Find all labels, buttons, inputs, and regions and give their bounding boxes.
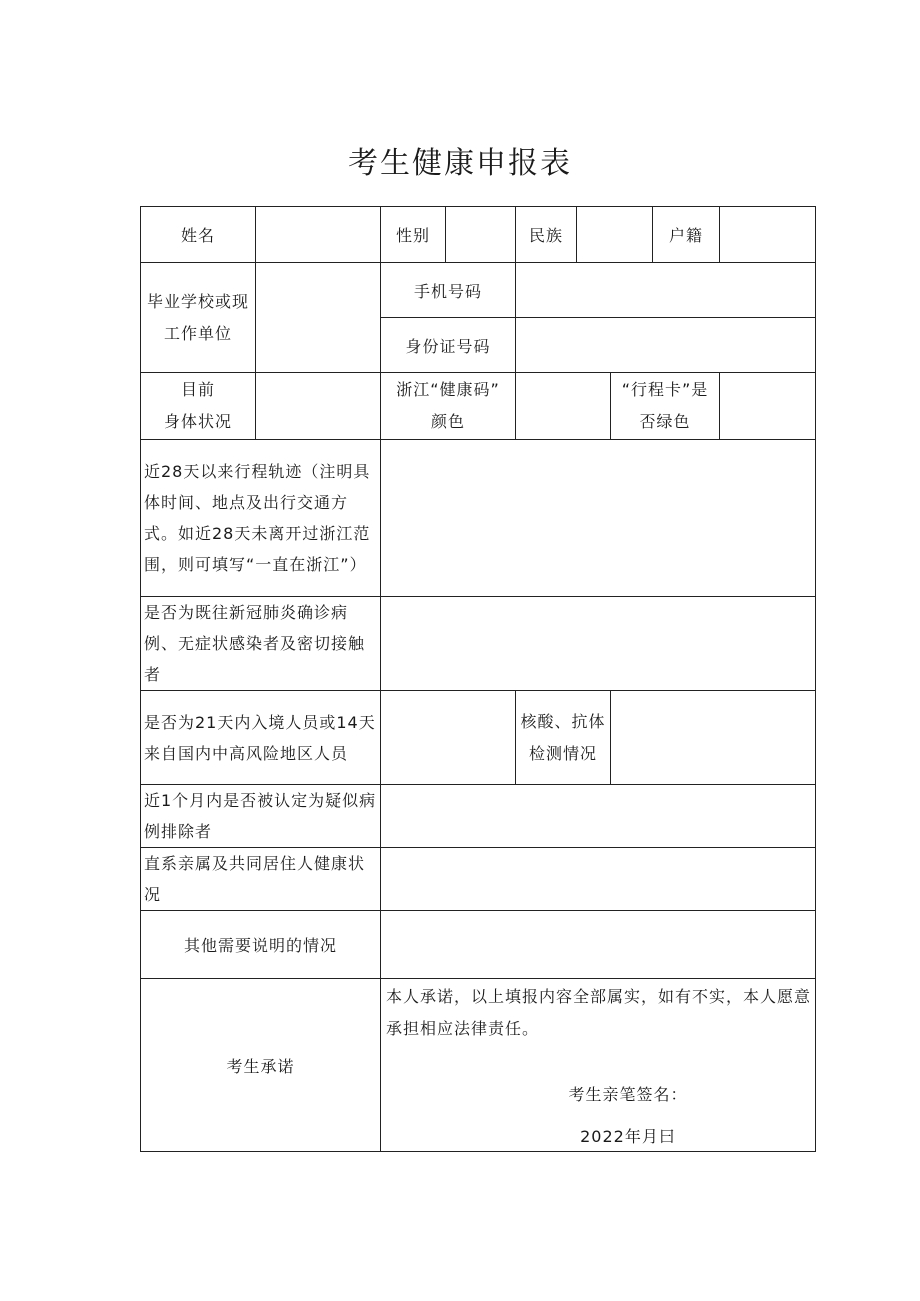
itinerary-card-cell bbox=[720, 373, 816, 440]
family-health-label: 直系亲属及共同居住人健康状况 bbox=[141, 848, 381, 911]
health-code-label-line1: 浙江“健康码” bbox=[396, 380, 500, 399]
id-number-input[interactable] bbox=[519, 330, 812, 360]
health-code-label bbox=[381, 373, 516, 440]
suspected-1month-cell bbox=[381, 785, 816, 848]
school-label-line1: 毕业学校或现 bbox=[146, 291, 249, 311]
health-code-input[interactable] bbox=[519, 391, 607, 421]
ethnicity-cell bbox=[577, 207, 653, 263]
suspected-1month-label: 近1个月内是否被认定为疑似病例排除者 bbox=[141, 785, 381, 848]
travel-28days-input[interactable] bbox=[384, 441, 812, 596]
health-status-label bbox=[141, 373, 256, 440]
health-code-cell bbox=[516, 373, 611, 440]
family-health-cell bbox=[381, 848, 816, 911]
phone-input[interactable] bbox=[519, 275, 812, 305]
entry-21days-input[interactable] bbox=[384, 692, 512, 784]
signature-label: 考生亲笔签名： bbox=[568, 1085, 688, 1104]
itinerary-card-input[interactable] bbox=[723, 391, 812, 421]
school-cell bbox=[256, 263, 381, 373]
other-notes-label: 其他需要说明的情况 bbox=[141, 911, 381, 979]
residence-label: 户籍 bbox=[653, 207, 720, 263]
gender-label: 性别 bbox=[381, 207, 446, 263]
covid-history-input[interactable] bbox=[384, 598, 812, 689]
residence-cell bbox=[720, 207, 816, 263]
name-cell bbox=[256, 207, 381, 263]
travel-28days-label: 近28天以来行程轨迹（注明具体时间、地点及出行交通方式。如近28天未离开过浙江范围，则可填写“一直在浙江”） bbox=[141, 440, 381, 597]
health-code-label-line2: 颜色 bbox=[430, 412, 465, 431]
pledge-cell bbox=[381, 979, 816, 1152]
test-status-label-line1: 核酸、抗体 bbox=[520, 711, 606, 731]
family-health-input[interactable] bbox=[384, 849, 812, 910]
phone-label: 手机号码 bbox=[381, 263, 516, 318]
health-status-label-line1: 目前 bbox=[180, 380, 215, 399]
pledge-label: 考生承诺 bbox=[141, 979, 381, 1152]
test-status-label-line2: 检测情况 bbox=[528, 743, 597, 763]
school-label-line2: 工作单位 bbox=[163, 323, 232, 343]
page-title: 考生健康申报表 bbox=[348, 146, 572, 181]
covid-history-label: 是否为既往新冠肺炎确诊病例、无症状感染者及密切接触者 bbox=[141, 597, 381, 691]
itinerary-card-label-line1: “行程卡”是 bbox=[621, 380, 709, 399]
entry-21days-cell bbox=[381, 691, 516, 785]
other-notes-input[interactable] bbox=[384, 912, 812, 978]
test-status-label bbox=[516, 691, 611, 785]
travel-28days-cell bbox=[381, 440, 816, 597]
gender-cell bbox=[446, 207, 516, 263]
id-number-cell bbox=[516, 318, 816, 373]
phone-cell bbox=[516, 263, 816, 318]
covid-history-cell bbox=[381, 597, 816, 691]
health-status-cell bbox=[256, 373, 381, 440]
test-status-input[interactable] bbox=[614, 692, 812, 784]
itinerary-card-label-line2: 否绿色 bbox=[639, 412, 691, 431]
itinerary-card-label bbox=[611, 373, 720, 440]
pledge-statement: 本人承诺，以上填报内容全部属实，如有不实，本人愿意承担相应法律责任。 bbox=[386, 987, 812, 1038]
school-label bbox=[141, 263, 256, 373]
suspected-1month-input[interactable] bbox=[384, 786, 812, 846]
health-status-label-line2: 身体状况 bbox=[163, 412, 232, 431]
health-declaration-form bbox=[140, 206, 816, 1152]
school-input[interactable] bbox=[259, 264, 377, 372]
name-input[interactable] bbox=[259, 220, 377, 250]
residence-input[interactable] bbox=[723, 220, 812, 250]
id-number-label: 身份证号码 bbox=[381, 318, 516, 373]
other-notes-cell bbox=[381, 911, 816, 979]
ethnicity-label: 民族 bbox=[516, 207, 577, 263]
ethnicity-input[interactable] bbox=[580, 220, 649, 250]
gender-input[interactable] bbox=[449, 220, 512, 250]
date-line: 2022年月曰 bbox=[580, 1127, 676, 1146]
name-label: 姓名 bbox=[141, 207, 256, 263]
health-status-input[interactable] bbox=[259, 391, 377, 421]
test-status-cell bbox=[611, 691, 816, 785]
entry-21days-label: 是否为21天内入境人员或14天来自国内中高风险地区人员 bbox=[141, 691, 381, 785]
